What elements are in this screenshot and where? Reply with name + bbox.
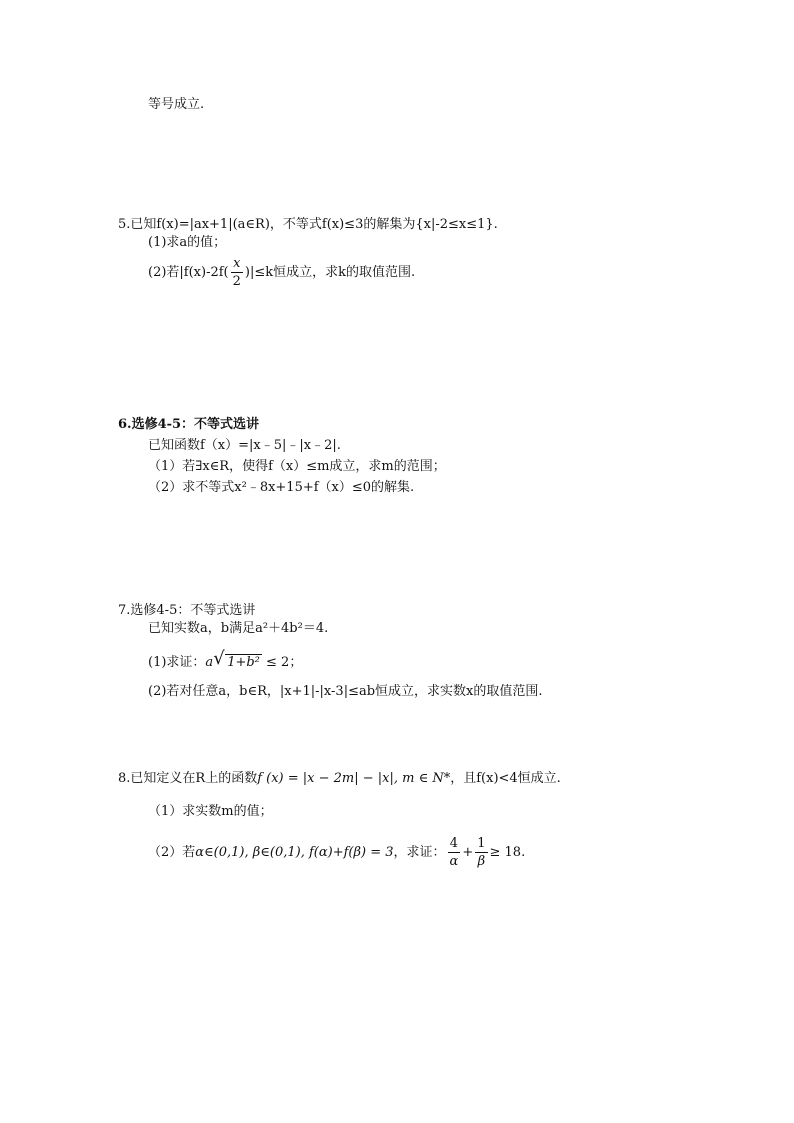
q7-title: 7.选修4-5：不等式选讲 [118,603,256,618]
sqrt-icon: √ [213,648,225,669]
q8-part2-pre: （2）若 [148,845,196,860]
q8-stem-pre: 8.已知定义在R上的函数 [118,771,258,786]
q5-fraction [231,257,243,288]
q7-stem: 已知实数a，b满足a²＋4b²＝4. [148,621,329,636]
q8-frac1-den: α [449,854,459,869]
q8-plus: + [462,845,474,860]
q5-frac-num: x [231,257,243,273]
q7-part1-post: ≤ 2； [266,655,303,670]
q8-part1: （1）求实数m的值； [148,804,273,819]
q8-part2 [148,834,525,872]
q5-part1: (1)求a的值； [148,235,227,250]
q5-part2-post: )|≤k恒成立，求k的取值范围. [244,265,416,280]
q5-frac-den: 2 [232,274,241,289]
q8-frac1-num: 4 [448,837,461,853]
q6-part2: （2）求不等式x²﹣8x+15+f（x）≤0的解集. [148,480,415,495]
q7-part1-a: a [205,655,214,670]
q6-stem: 已知函数f（x）=|x﹣5|﹣|x﹣2|. [148,438,341,453]
q8-fraction-2 [475,837,487,868]
q7-part1 [148,648,303,674]
q8-fraction-1 [448,837,461,868]
q8-stem-math: f (x) = |x − 2m| − |x|, m ∈ N* [257,771,451,786]
q8-part2-mid: ，求证： [393,845,446,860]
q8-frac2-den: β [477,854,486,869]
q5-part2-pre: (2)若|f(x)-2f( [148,265,229,280]
q6-part1: （1）若∃x∈R，使得f（x）≤m成立，求m的范围； [148,459,446,474]
q7-part1-pre: (1)求证： [148,655,206,670]
q8-part2-math: α∈(0,1), β∈(0,1), f(α)+f(β) = 3 [195,845,394,860]
q6-title: 6.选修4-5：不等式选讲 [118,417,260,432]
q8-stem-post: ，且f(x)<4恒成立. [450,771,561,786]
q8-frac2-num: 1 [477,836,486,851]
q5-part2 [148,256,415,290]
q8-part2-tail: ≥ 18. [489,845,526,860]
sqrt-radicand: 1+b² [227,655,260,670]
continuation-text: 等号成立. [148,97,205,112]
q8-stem [118,770,561,788]
sqrt-expression [213,648,262,674]
q7-part2: (2)若对任意a，b∈R，|x+1|-|x-3|≤ab恒成立，求实数x的取值范围. [148,684,543,699]
q5-stem: 5.已知f(x)=|ax+1|(a∈R)，不等式f(x)≤3的解集为{x|-2≤x≤1}. [118,217,498,232]
